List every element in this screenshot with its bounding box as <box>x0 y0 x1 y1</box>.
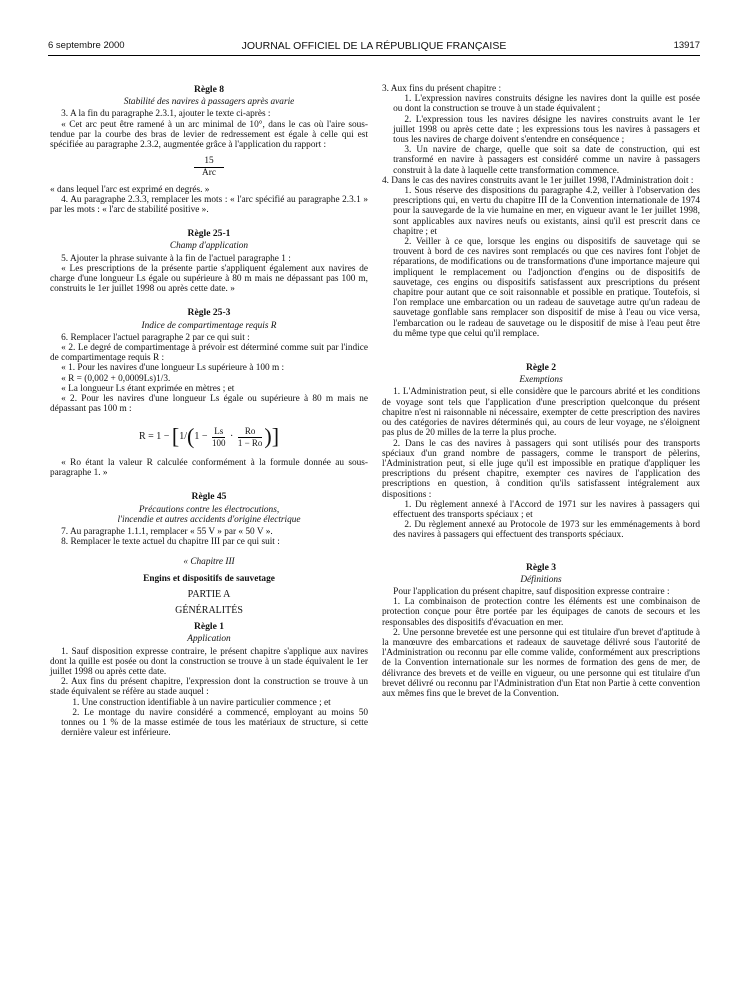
paragraph: 3. Aux fins du présent chapitre : <box>382 84 502 94</box>
paragraph: « 2. Pour les navires d'une longueur Ls égale ou supérieure à 80 m mais ne dépassant pas 100 m : <box>50 394 368 415</box>
paragraph: « Cet arc peut être ramené à un arc minimal de 10°, dans le cas où l'aire sous-tendue par la courbe des bras de levier de redressement est égale à celle qui est spécifiée au paragraphe 2.3.2, augmentée grâce à l'application du rapport : <box>50 119 368 151</box>
page-header <box>48 40 700 54</box>
header-rule <box>48 55 700 56</box>
paragraph: 1. Sous réserve des dispositions du paragraphe 4.2, veiller à l'observation des prescriptions qui, en vertu du chapitre III de la Convention internationale de 1974 pour la sauvegarde de la vie humaine en mer, en vigueur avant le 1er juillet 1998, sont applicables aux navires neufs ou existants, ainsi qu'il est prescrit dans ce chapitre ; et <box>393 186 700 237</box>
paragraph: 3. A la fin du paragraphe 2.3.1, ajouter le texte ci-après : <box>61 109 271 120</box>
paragraph: 6. Remplacer l'actuel paragraphe 2 par ce qui suit : <box>61 332 250 343</box>
paragraph: 7. Au paragraphe 1.1.1, remplacer « 55 V » par « 50 V ». <box>61 526 273 537</box>
paragraph: « dans lequel l'arc est exprimé en degrés. » <box>50 184 210 195</box>
rule-45-subtitle-1: Précautions contre les électrocutions, <box>138 504 280 515</box>
rule-45-subtitle-2: l'incendie et autres accidents d'origine électrique <box>117 514 301 525</box>
paragraph: « La longueur Ls étant exprimée en mètres ; et <box>61 383 235 394</box>
rule-25-3-title: Règle 25-3 <box>187 307 231 319</box>
chapter-title: Engins et dispositifs de sauvetage <box>143 573 275 584</box>
right-column <box>382 84 700 699</box>
section-heading: GÉNÉRALITÉS <box>175 604 243 616</box>
paragraph: 2. Le montage du navire considéré a commencé, employant au moins 50 tonnes ou 1 % de la masse estimée de tous les matériaux de structure, si cette dernière valeur est inférieure. <box>61 707 368 739</box>
paragraph: 4. Dans le cas des navires construits avant le 1er juillet 1998, l'Administration doit : <box>382 175 694 186</box>
paragraph: 2. Une personne brevetée est une personne qui est titulaire d'un brevet d'aptitude à la manœuvre des embarcations et radeaux de sauvetage délivré sous l'autorité de l'Administration ou reconnu par elle comme valide, conformément aux prescriptions de la Convention internationale sur les normes de formation des gens de mer, de délivrance des brevets et de veille en vigueur, ou une personne qui est titulaire d'un brevet délivré ou reconnu par l'Administration d'un Etat non Partie à cette convention aux mêmes fins que le brevet de la Convention. <box>382 627 700 699</box>
paragraph: 1. La combinaison de protection contre les éléments est une combinaison de protection conçue pour être portée par les équipages de canots de secours et les responsables des dispositifs d'évacuation en mer. <box>382 597 700 628</box>
journal-title: JOURNAL OFFICIEL DE LA RÉPUBLIQUE FRANÇAISE <box>241 40 507 52</box>
paragraph: 2. Veiller à ce que, lorsque les engins ou dispositifs de sauvetage qui se trouvent à bord de ces navires sont remplacés ou que ces navires font l'objet de réparations, de modifications ou de transformations d'une importance majeure qui impliquent le remplacement ou l'adjonction d'engins ou de dispositifs de sauvetage, ces engins ou dispositifs satisfassent aux prescriptions du présent chapitre pour autant que ce soit raisonnable et possible en pratique. Toutefois, si l'on remplace une embarcation ou un radeau de sauvetage autre qu'un radeau de sauvetage gonflable sans remplacer son dispositif de mise à l'eau ou vice versa, l'embarcation ou le radeau de sauvetage ou le dispositif de mise à l'eau peut être du même type que celui qu'il remplace. <box>393 237 700 339</box>
paragraph: 1. L'Administration peut, si elle considère que le parcours abrité et les conditions de voyage sont tels que l'application d'une prescription quelconque du présent chapitre n'est ni raisonnable ni nécessaire, exempter de cette prescription des navires ou des catégories de navires déterminés qui, au cours de leur voyage, ne s'éloignent pas plus de 20 milles de la terre la plus proche. <box>382 387 700 439</box>
part-heading: PARTIE A <box>187 588 231 600</box>
paragraph: 2. L'expression tous les navires désigne les navires construits avant le 1er juillet 1998 ou après cette date ; les expressions tous les navires à passagers et tous les navires de charge doivent s'entendre en conséquence ; <box>393 114 700 146</box>
ratio-fraction <box>194 156 224 178</box>
rule-1-title: Règle 1 <box>193 621 225 633</box>
left-column <box>50 85 368 738</box>
chapter-heading: « Chapitre III <box>183 557 235 568</box>
header-date: 6 septembre 2000 <box>48 40 125 51</box>
paragraph: 1. L'expression navires construits désigne les navires dont la quille est posée ou dont la construction se trouve à un stade équivalent ; <box>393 94 700 115</box>
paragraph: « Les prescriptions de la présente partie s'appliquent également aux navires de charge d'une longueur Ls égale ou supérieure à 80 m mais ne dépassant pas 100 m, construits le 1er juillet 1998 ou après cette date. » <box>50 263 368 295</box>
paragraph: Pour l'application du présent chapitre, sauf disposition expresse contraire : <box>393 586 670 597</box>
paragraph: 3. Un navire de charge, quelle que soit sa date de construction, qui est transformé en navire à passagers est considéré comme un navire à passagers construit à la date à laquelle cette transformation commence. <box>393 145 700 176</box>
formula-frac-ls: $\frac{Ls}{100}$ <box>211 426 226 448</box>
paragraph: 1. Sauf disposition expresse contraire, le présent chapitre s'applique aux navires dont la quille est posée ou dont la construction se trouve à un stade équivalent le 1er juillet 1998 ou après cette date. <box>50 646 368 677</box>
paragraph: « 1. Pour les navires d'une longueur Ls supérieure à 100 m : <box>61 363 285 374</box>
formula-frac-ro: $\frac{Ro}{1 - Ro}$ <box>237 426 263 448</box>
rule-2-subtitle: Exemptions <box>519 375 563 386</box>
fraction-numerator: 15 <box>194 156 224 168</box>
paragraph: « 2. Le degré de compartimentage à prévoir est déterminé comme suit par l'indice de compartimentage requis R : <box>50 343 368 364</box>
rule-25-3-subtitle: Indice de compartimentage requis R <box>141 320 277 331</box>
rule-3-title: Règle 3 <box>525 561 557 573</box>
formula-one: 1/ <box>179 431 187 443</box>
paragraph: 8. Remplacer le texte actuel du chapitre III par ce qui suit : <box>61 537 280 548</box>
fraction-denominator: Arc <box>202 168 216 179</box>
paragraph: 2. Du règlement annexé au Protocole de 1973 sur les emménagements à bord des navires à passagers qui effectuent des transports spéciaux. <box>393 520 700 541</box>
paragraph: « Ro étant la valeur R calculée conformément à la formule donnée au sous-paragraphe 1. » <box>50 457 368 479</box>
paragraph: 1. Une construction identifiable à un navire particulier commence ; et <box>72 697 331 708</box>
page-number: 13917 <box>673 40 700 51</box>
paragraph: 4. Au paragraphe 2.3.3, remplacer les mots : « l'arc spécifié au paragraphe 2.3.1 » par les mots : « l'arc de stabilité positive ». <box>50 194 368 216</box>
rule-8-subtitle: Stabilité des navires à passagers après avarie <box>123 97 295 108</box>
rule-25-1-subtitle: Champ d'application <box>169 241 249 252</box>
paragraph: 2. Dans le cas des navires à passagers qui sont utilisés pour des transports spéciaux d'un grand nombre de passagers, comme le transport de pèlerins, l'Administration peut, si elle juge qu'il est impossible en pratique d'appliquer les prescriptions du présent chapitre, exempter ces navires de l'application des prescriptions en question, à condition qu'ils satisfassent intégralement aux dispositions : <box>382 438 700 500</box>
rule-8-title: Règle 8 <box>193 84 225 95</box>
formula-r: R = 1 − [1/(1 − $\frac{Ls}{100}$ · $\frac{Ro}{1 - Ro}$ )] <box>138 424 280 450</box>
rule-2-title: Règle 2 <box>525 362 557 374</box>
rule-45-title: Règle 45 <box>191 491 227 503</box>
paragraph: 5. Ajouter la phrase suivante à la fin de l'actuel paragraphe 1 : <box>61 253 291 264</box>
paragraph: 1. Du règlement annexé à l'Accord de 1971 sur les navires à passagers qui effectuent des transports spéciaux ; et <box>393 499 700 520</box>
rule-3-subtitle: Définitions <box>520 574 562 585</box>
rule-25-1-title: Règle 25-1 <box>187 228 231 240</box>
paragraph: 2. Aux fins du présent chapitre, l'expression dont la construction se trouve à un stade équivalent se réfère au stade auquel : <box>50 677 368 698</box>
formula-lhs: R = 1 − <box>138 431 170 443</box>
paragraph: « R = (0,002 + 0,0009Ls)1/3. <box>61 373 171 384</box>
rule-1-subtitle: Application <box>187 634 231 645</box>
